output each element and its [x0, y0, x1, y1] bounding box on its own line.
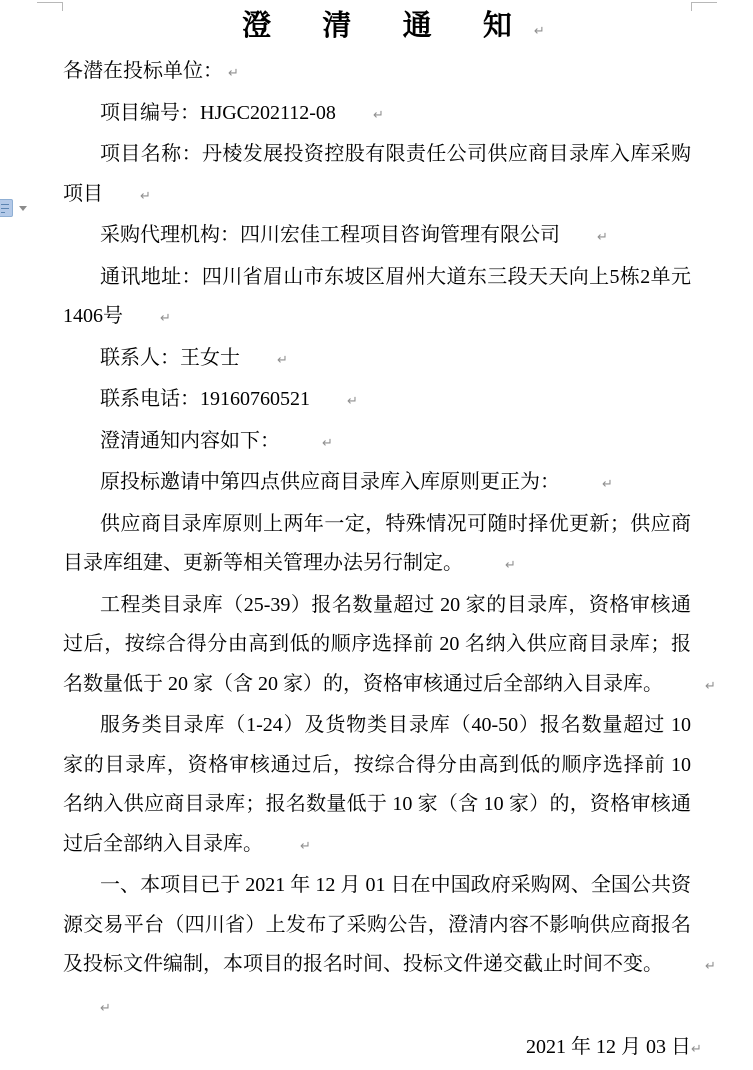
body-paragraph-catalog-principle: 供应商目录库原则上两年一定，特殊情况可随时择优更新；供应商目录库组建、更新等相关管理办法另行制定。 ↵	[63, 512, 691, 574]
paragraph-mark: ↵	[100, 1000, 111, 1016]
body-paragraph-engineering-catalog: 工程类目录库（25-39）报名数量超过 20 家的目录库，资格审核通过后，按综合得分由高到低的顺序选择前 20 名纳入供应商目录库；报名数量低于 20 家（含 20 家）的，资格审核通过后全部纳入目录库。 ↵	[63, 593, 716, 695]
info-line-contact-phone: 联系电话：19160760521 ↵	[100, 388, 358, 410]
document-title-text: 澄 清 通 知	[242, 10, 534, 42]
empty-paragraph	[63, 987, 691, 1029]
paste-options-button[interactable]	[0, 199, 27, 217]
document-body	[63, 6, 716, 1070]
info-line-correction-intro: 原投标邀请中第四点供应商目录库入库原则更正为： ↵	[100, 471, 613, 493]
date-line: 2021 年 12 月 03 日↵	[526, 1036, 702, 1058]
info-line-contact-person: 联系人：王女士 ↵	[100, 346, 288, 369]
body-paragraph-service-goods-catalog: 服务类目录库（1-24）及货物类目录库（40-50）报名数量超过 10 家的目录库，资格审核通过后，按综合得分由高到低的顺序选择前 10 名纳入供应商目录库；报名数量低于 10 家（含 10 家）的，资格审核通过后全部纳入目录库。 ↵	[63, 714, 691, 855]
page-corner-crop-mark-top-left	[37, 2, 63, 11]
info-line-procurement-agency: 采购代理机构：四川宏佳工程项目咨询管理有限公司 ↵	[100, 224, 608, 246]
document-title: 澄 清 通 知↵	[242, 10, 545, 42]
salutation-line: 各潜在投标单位： ↵	[63, 60, 239, 82]
chevron-down-icon	[19, 206, 27, 211]
clipboard-icon	[0, 199, 13, 217]
info-line-clarification-intro: 澄清通知内容如下： ↵	[100, 429, 333, 452]
page-corner-crop-mark-top-right	[691, 2, 717, 11]
info-line-mailing-address: 通讯地址：四川省眉山市东坡区眉州大道东三段天天向上5栋2单元1406号 ↵	[63, 265, 691, 327]
body-paragraph-announcement-note: 一、本项目已于 2021 年 12 月 01 日在中国政府采购网、全国公共资源交易平台（四川省）上发布了采购公告，澄清内容不影响供应商报名及投标文件编制，本项目的报名时间、投标文件递交截止时间不变。 ↵	[63, 874, 716, 975]
info-line-project-number: 项目编号：HJGC202112-08 ↵	[100, 101, 384, 124]
info-line-project-name: 项目名称：丹棱发展投资控股有限责任公司供应商目录库入库采购项目 ↵	[63, 143, 691, 205]
